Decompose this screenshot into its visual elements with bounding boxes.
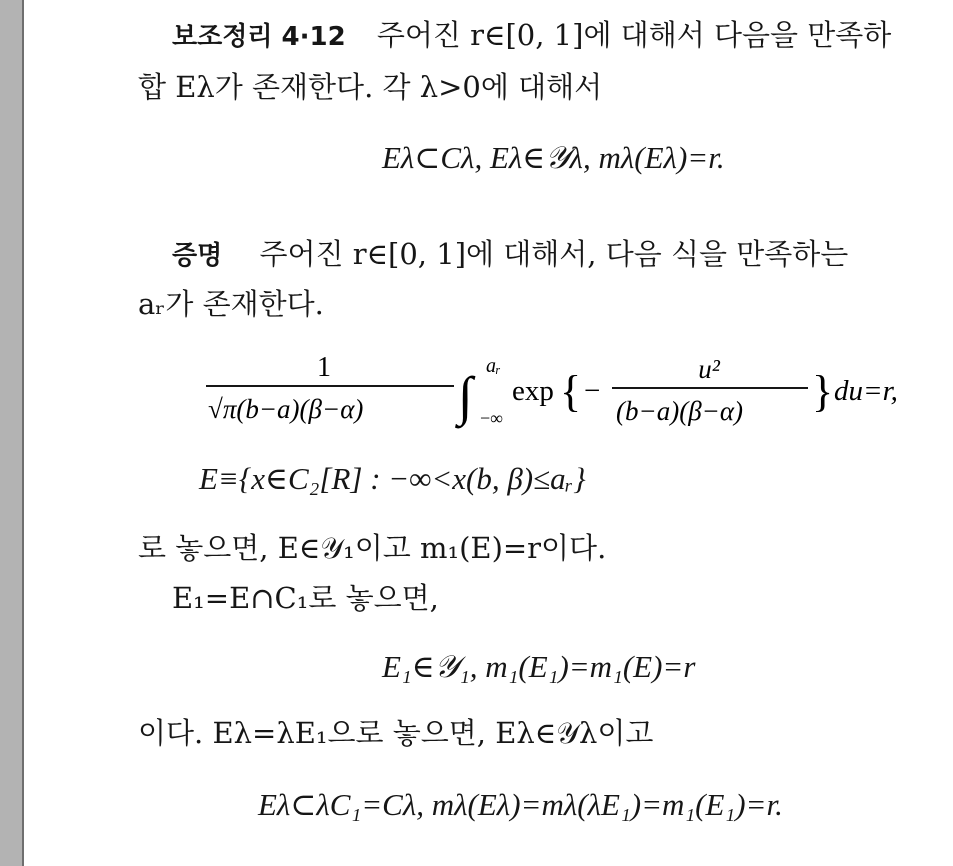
integral-denominator: √π(b−a)(β−α) bbox=[208, 394, 364, 424]
integral-sign: ∫ bbox=[458, 366, 473, 426]
document-page bbox=[24, 0, 953, 866]
right-brace: } bbox=[812, 367, 834, 416]
lemma-line-1 bbox=[172, 18, 892, 52]
proof-statement-start: 주어진 r∈[0, 1]에 대해서, 다음 식을 만족하는 bbox=[259, 237, 849, 271]
integral-exp: exp bbox=[512, 375, 554, 407]
set-definition: E≡{x∈C₂[R] : −∞<x(b, β)≤aᵣ} bbox=[199, 461, 586, 496]
integral-numerator: 1 bbox=[317, 352, 331, 383]
lemma-heading: 보조정리 4·12 bbox=[172, 22, 346, 52]
proof-line-1 bbox=[172, 237, 849, 271]
viewer-side-panel bbox=[0, 0, 22, 866]
lemma-statement-start: 주어진 r∈[0, 1]에 대해서 다음을 만족하 bbox=[376, 18, 892, 52]
integral-equation bbox=[204, 350, 953, 430]
minus-sign: − bbox=[584, 375, 601, 407]
left-brace: { bbox=[560, 367, 582, 416]
final-equation: Eλ⊂λC₁=Cλ, mλ(Eλ)=mλ(λE₁)=m₁(E₁)=r. bbox=[258, 787, 783, 822]
proof-line-2: aᵣ가 존재한다. bbox=[138, 287, 324, 321]
text-line-1: 로 놓으면, E∈𝒴₁이고 m₁(E)=r이다. bbox=[138, 531, 607, 565]
text-line-2: E₁=E∩C₁로 놓으면, bbox=[172, 581, 439, 615]
equation-e1: E₁∈𝒴₁, m₁(E₁)=m₁(E)=r bbox=[382, 649, 696, 684]
inner-numerator: u² bbox=[698, 354, 720, 384]
inner-denominator: (b−a)(β−α) bbox=[616, 396, 744, 426]
lemma-line-2: 합 Eλ가 존재한다. 각 λ>0에 대해서 bbox=[138, 70, 603, 104]
proof-heading: 증명 bbox=[172, 241, 223, 271]
lemma-equation: Eλ⊂Cλ, Eλ∈𝒴λ, mλ(Eλ)=r. bbox=[382, 140, 725, 175]
integral-tail: du=r, bbox=[834, 375, 898, 407]
integral-upper-limit: aᵣ bbox=[486, 355, 501, 377]
integral-lower-limit: −∞ bbox=[480, 408, 503, 428]
text-line-3: 이다. Eλ=λE₁으로 놓으면, Eλ∈𝒴λ이고 bbox=[138, 716, 654, 750]
